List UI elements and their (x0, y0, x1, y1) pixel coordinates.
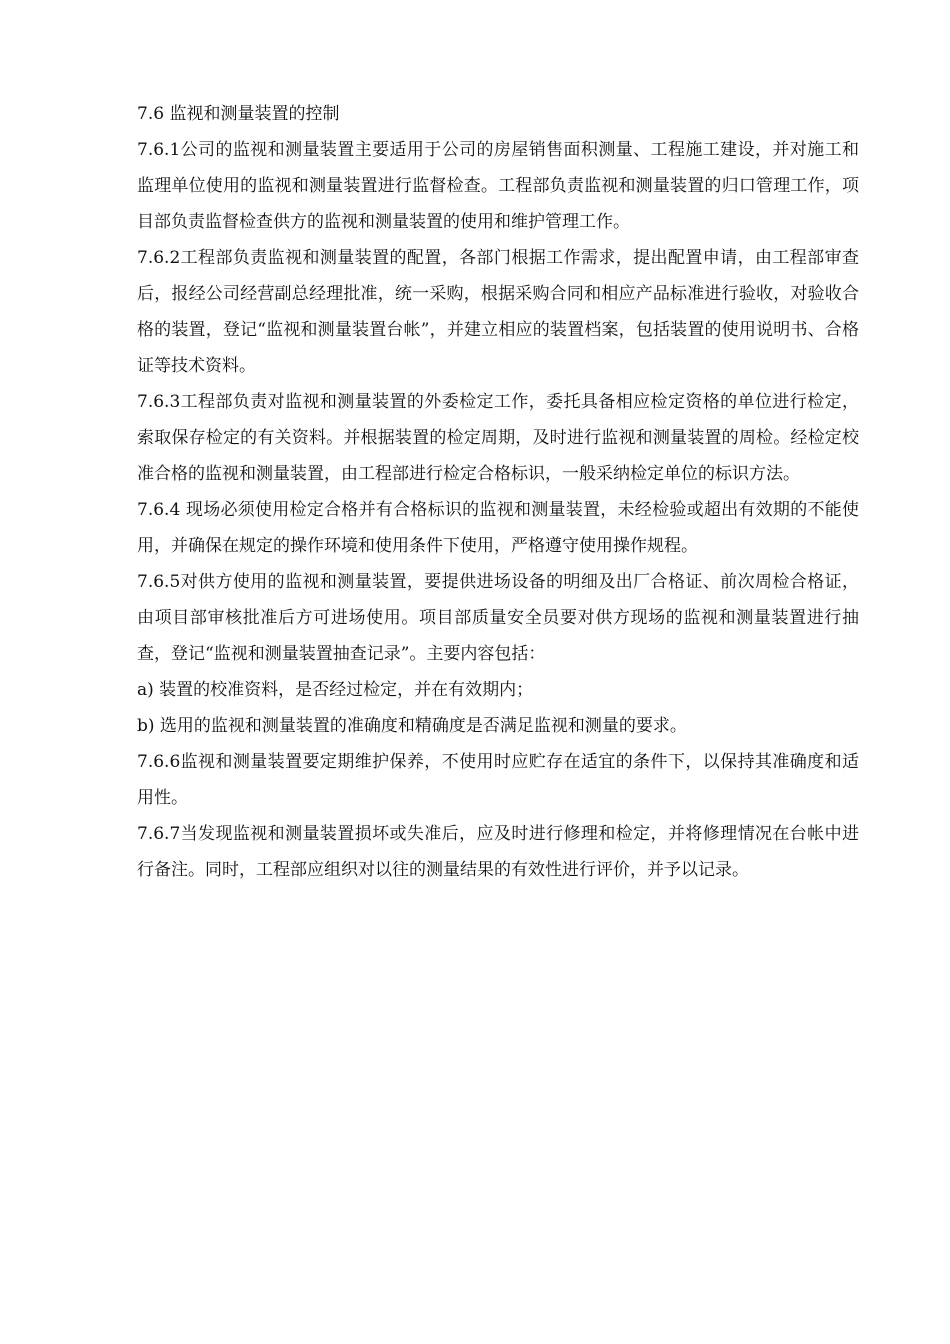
paragraph-7-6-6: 7.6.6监视和测量装置要定期维护保养，不使用时应贮存在适宜的条件下，以保持其准确度和适用性。 (137, 752, 859, 808)
paragraph-7-6-2: 7.6.2工程部负责监视和测量装置的配置，各部门根据工作需求，提出配置申请，由工程部审查后，报经公司经营副总经理批准，统一采购，根据采购合同和相应产品标准进行验收，对验收合格的装置，登记“监视和测量装置台帐”，并建立相应的装置档案，包括装置的使用说明书、合格证等技术资料。 (137, 248, 859, 376)
paragraph-7-6-3: 7.6.3工程部负责对监视和测量装置的外委检定工作，委托具备相应检定资格的单位进行检定，索取保存检定的有关资料。并根据装置的检定周期，及时进行监视和测量装置的周检。经检定校准合格的监视和测量装置，由工程部进行检定合格标识，一般采纳检定单位的标识方法。 (137, 392, 859, 484)
section-title: 7.6 监视和测量装置的控制 (137, 104, 340, 124)
document-page (137, 96, 859, 888)
paragraph-7-6-4: 7.6.4 现场必须使用检定合格并有合格标识的监视和测量装置，未经检验或超出有效期的不能使用，并确保在规定的操作环境和使用条件下使用，严格遵守使用操作规程。 (137, 500, 859, 556)
list-item-b: b) 选用的监视和测量装置的准确度和精确度是否满足监视和测量的要求。 (137, 716, 687, 736)
paragraph-7-6-7: 7.6.7当发现监视和测量装置损坏或失准后，应及时进行修理和检定，并将修理情况在台帐中进行备注。同时，工程部应组织对以往的测量结果的有效性进行评价，并予以记录。 (137, 824, 859, 880)
paragraph-7-6-5: 7.6.5对供方使用的监视和测量装置，要提供进场设备的明细及出厂合格证、前次周检合格证，由项目部审核批准后方可进场使用。项目部质量安全员要对供方现场的监视和测量装置进行抽查，登记“监视和测量装置抽查记录”。主要内容包括： (137, 572, 859, 664)
paragraph-7-6-1: 7.6.1公司的监视和测量装置主要适用于公司的房屋销售面积测量、工程施工建设，并对施工和监理单位使用的监视和测量装置进行监督检查。工程部负责监视和测量装置的归口管理工作，项目部负责监督检查供方的监视和测量装置的使用和维护管理工作。 (137, 140, 859, 232)
list-item-a: a) 装置的校准资料，是否经过检定，并在有效期内； (137, 680, 534, 700)
